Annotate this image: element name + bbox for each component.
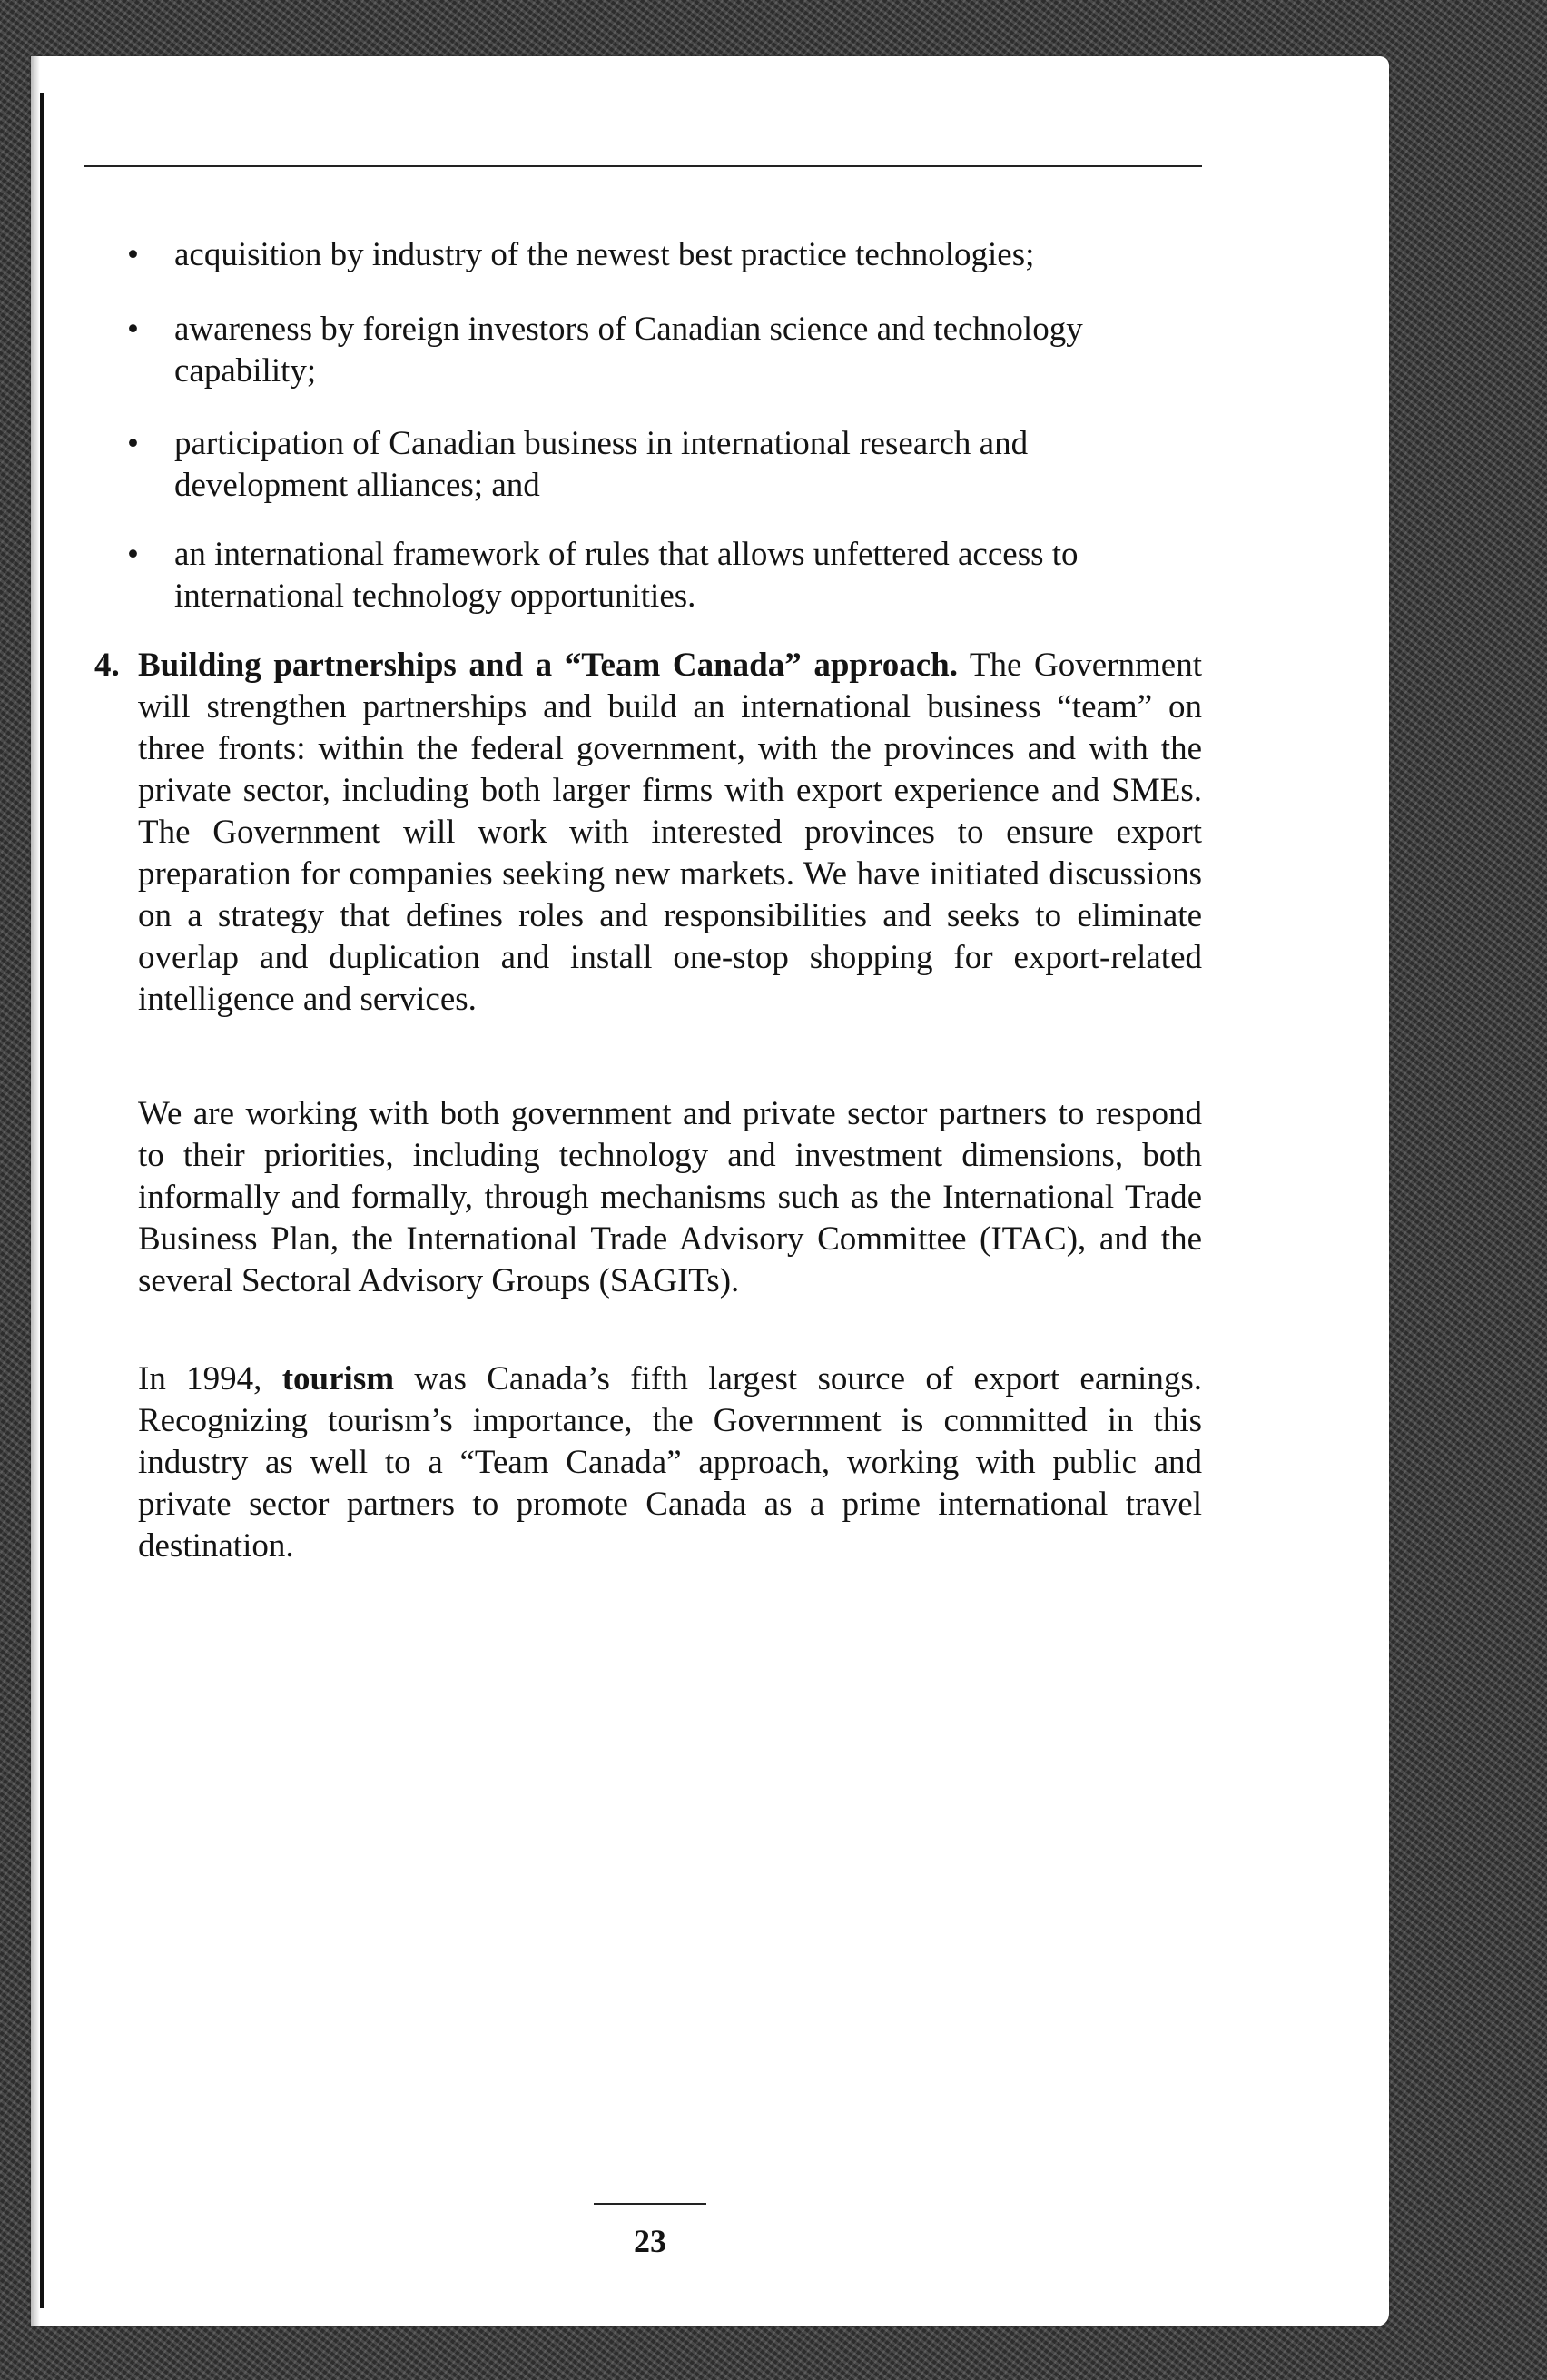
bullet-text: acquisition by industry of the newest best practice technologies;: [174, 236, 1035, 273]
section-body: [138, 645, 1202, 1021]
paragraph-bold-term: tourism: [281, 1360, 395, 1397]
paragraph-suffix: was Canada’s fifth largest source of export earnings. Recognizing tourism’s importance, the Government is committed in this industry as well to a “Team Canada” approach, working with public and private sector partners to promote Canada as a prime international travel destination.: [138, 1360, 1202, 1565]
bullet-text: participation of Canadian business in international research and development alliances; and: [174, 425, 1029, 504]
paragraph-prefix: In 1994,: [138, 1360, 282, 1397]
page-number: 23: [634, 2223, 666, 2259]
section-heading: Building partnerships and a “Team Canada” approach.: [138, 647, 958, 684]
section-number: 4.: [94, 647, 120, 684]
bullet-marker: •: [127, 425, 139, 462]
section-text: The Government will strengthen partnerships and build an international business “team” on three fronts: within the federal government, with the provinces and with the private sector, including both larger firms with export experience and SMEs. The Government will work with interested provinces to ensure export preparation for companies seeking new markets. We have initiated discussions on a strategy that defines roles and responsibilities and seeks to eliminate overlap and duplication and install one-stop shopping for export-related intelligence and services.: [138, 647, 1202, 1018]
page-content: [31, 56, 1389, 2326]
document-page: [31, 56, 1389, 2326]
paragraph-partners: We are working with both government and private sector partners to respond to their priorities, including technology and investment dimensions, both informally and formally, through mechanisms such as the International Trade Business Plan, the International Trade Advisory Committee (ITAC), and the several Sectoral Advisory Groups (SAGITs).: [138, 1095, 1202, 1299]
bullet-marker: •: [127, 536, 139, 573]
paragraph-tourism: [138, 1358, 1202, 1567]
bullet-text: an international framework of rules that allows unfettered access to international technology opportunities.: [174, 536, 1079, 615]
bullet-marker: •: [127, 311, 139, 348]
bullet-text: awareness by foreign investors of Canadian science and technology capability;: [174, 311, 1083, 390]
footer-rule: [594, 2203, 706, 2205]
bullet-marker: •: [127, 236, 139, 273]
